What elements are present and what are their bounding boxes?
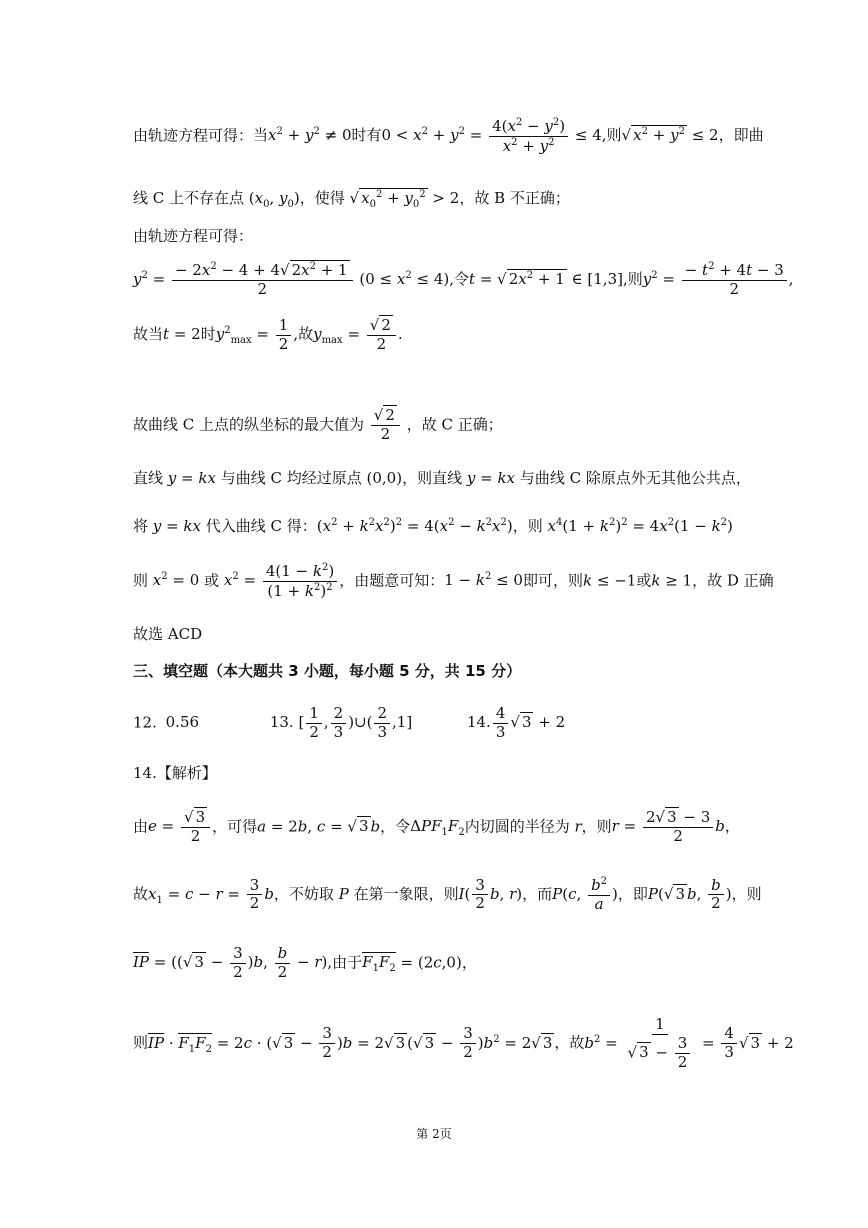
answer-choice: 故选 ACD (133, 625, 203, 643)
q14-heading: 14.【解析】 (133, 764, 217, 782)
answers-row: 12. 0.56 13. [ $\frac{1}{2}$ , $\frac{2}{3}$ )∪( $\frac{2}{3}$ ,1] 14. $\frac{4}{3}$ √ 3 + 2 (133, 704, 566, 741)
section-3-heading: 三、填空题（本大题共 3 小题，每小题 5 分，共 15 分） (133, 662, 522, 680)
solution-line-c-max: 故当t = 2时$y^2_{max}$ = $\frac{1}{2}$ ,故$y_{max}$ = $\frac{√ 2}{2}$ . (133, 316, 403, 353)
solution-line-d-result: 则 $x^2 = 0$ 或 $x^2$ = $\frac{4(1 - k^2)}{(1 + k^2)^2}$ ，由题意可知：$1 - k^2 \le 0$即可，则k ≤ −1或k ≥ 1，故 D 正确 (133, 562, 774, 600)
solution-line-d-substitution: 将 y = kx 代入曲线 C 得：$(x^2 + k^2x^2)^2 = 4(x^2 - k^2x^2)$，则 $x^4(1 + k^2)^2 = 4x^2(1 - k^2)$ (133, 517, 733, 535)
solution-line-b-part2: 线 C 上不存在点 ($x_0$, $y_0$)，使得 √ $x_0^2 + y_0^2 > 2$，故 B 不正确； (133, 189, 570, 210)
q14-line-3: IP = ((√ 3 − $\frac{3}{2}$ )b, $\frac{b}{2}$ − r),由于$F_1F_2 = (2c,0)$， (133, 944, 477, 981)
q14-line-1: 由e = $\frac{√ 3}{2}$ ，可得a = 2b, c = √ 3 b，令$\Delta PF_1F_2$内切圆的半径为 r，则r = $\frac{2√ 3 - 3}{2}$ b， (133, 808, 740, 845)
page-number: 第 2页 (416, 1127, 452, 1141)
q14-line-4: 则IP · $F_1F_2 = 2c$ · (√ 3 − $\frac{3}{2}$ )b = 2√ 3 (√ 3 − $\frac{3}{2}$ )$b^2 = 2√$ 3 ，故$b^2$ = 1 √ 3 − $\frac{3}{2}$ = $\frac{4}{3}$ √ 3 + 2 (133, 1015, 794, 1071)
solution-line-c-conclusion: 故曲线 C 上点的纵坐标的最大值为 $\frac{√ 2}{2}$ ，故 C 正确； (133, 406, 503, 443)
solution-line-b-part1: 由轨迹方程可得：当$x^2 + y^2 \ne 0$时有$0 < x^2 + y^2$ = $\frac{4(x^2 - y^2)}{x^2 + y^2}$ ≤ 4,则√ $x^2 + y^2 \le 2$，即曲 (133, 117, 764, 155)
solution-line-c-formula: $y^2$ = $\frac{- 2x^2 - 4 + 4√ 2x^2 + 1}{2}$ $(0 \le x^2 \le 4)$,令t = √ $2x^2 + 1$ ∈ [1,3],则$y^2$ = $\frac{- t^2 + 4t - 3}{2}$ , (133, 261, 794, 298)
solution-line-d-intro: 直线 y = kx 与曲线 C 均经过原点 (0,0)，则直线 y = kx 与曲线 C 除原点外无其他公共点， (133, 469, 751, 487)
q14-line-2: 故$x_1 = c - r$ = $\frac{3}{2}$ b，不妨取 P 在第一象限，则I( $\frac{3}{2}$ b, r)，而P(c, $\frac{b^2}{a}$ )，即P(√ 3 b, $\frac{b}{2}$ )，则 (133, 875, 762, 913)
solution-line-c-intro: 由轨迹方程可得： (133, 227, 254, 245)
